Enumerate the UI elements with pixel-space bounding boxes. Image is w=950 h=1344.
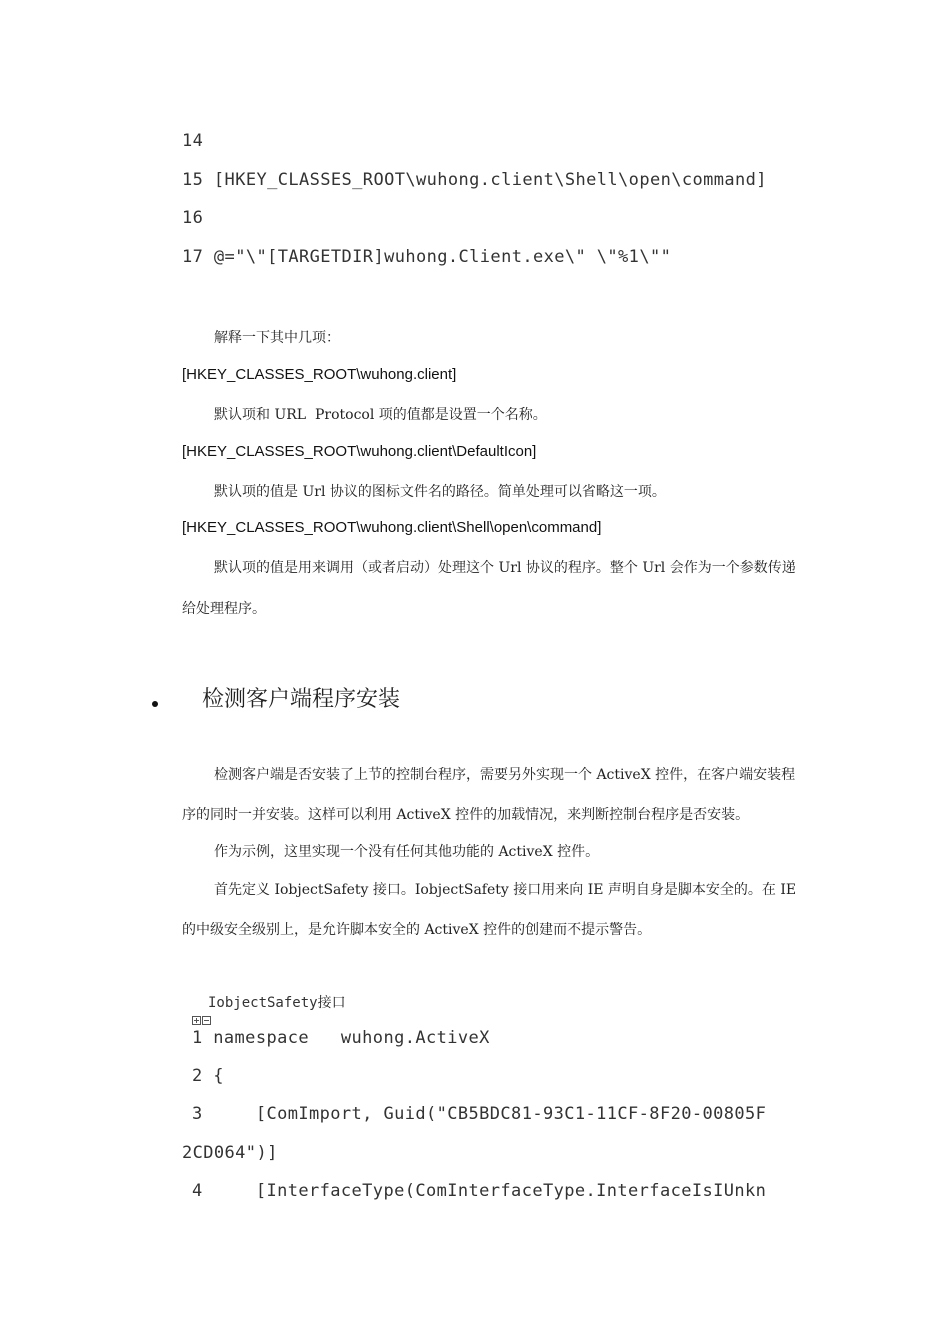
line-number: 17 — [182, 247, 204, 267]
code-text: namespace wuhong.ActiveX — [213, 1028, 490, 1048]
paragraph-line: 序的同时一并安装。这样可以利用 ActiveX 控件的加载情况，来判断控制台程序是否安装。 — [182, 807, 750, 823]
line-number: 4 — [192, 1181, 203, 1201]
paragraph-line: 检测客户端是否安装了上节的控制台程序，需要另外实现一个 ActiveX 控件，在客户端安装程 — [214, 767, 796, 783]
paragraph-line: 作为示例，这里实现一个没有任何其他功能的 ActiveX 控件。 — [214, 844, 600, 860]
registry-desc: 默认项的值是 Url 协议的图标文件名的路径。简单处理可以省略这一项。 — [214, 484, 666, 500]
code-line-3 — [192, 1104, 766, 1124]
line-number: 15 — [182, 170, 204, 190]
code-line-2 — [192, 1066, 224, 1086]
code-text: 2CD064")] — [182, 1143, 278, 1163]
paragraph-line: 的中级安全级别上，是允许脚本安全的 ActiveX 控件的创建而不提示警告。 — [182, 922, 652, 938]
code-block-title — [208, 992, 346, 1012]
line-number: 2 — [192, 1066, 203, 1086]
line-number: 3 — [192, 1104, 203, 1124]
code-text: [InterfaceType(ComInterfaceType.InterfaceIsIUnkn — [213, 1181, 767, 1201]
code-line-3-wrap — [182, 1143, 278, 1163]
section-heading: 检测客户端程序安装 — [202, 687, 401, 712]
paragraph-line: 首先定义 IobjectSafety 接口。IobjectSafety 接口用来向 IE 声明自身是脚本安全的。在 IE — [214, 882, 797, 898]
registry-key: [HKEY_CLASSES_ROOT\wuhong.client\Shell\open\command] — [182, 519, 602, 536]
explain-intro: 解释一下其中几项： — [214, 330, 340, 346]
code-text: [HKEY_CLASSES_ROOT\wuhong.client\Shell\open\command] — [213, 170, 767, 190]
registry-desc: 默认项和 URL Protocol 项的值都是设置一个名称。 — [214, 407, 547, 423]
code-line-17 — [182, 247, 671, 267]
registry-desc: 默认项的值是用来调用（或者启动）处理这个 Url 协议的程序。整个 Url 会作为一个参数传递 — [214, 560, 796, 576]
code-text: { — [213, 1066, 224, 1086]
collapse-icon[interactable] — [202, 1016, 211, 1025]
code-line-16 — [182, 208, 203, 228]
registry-key: [HKEY_CLASSES_ROOT\wuhong.client] — [182, 366, 457, 383]
code-title-cn: 接口 — [317, 995, 346, 1011]
registry-key: [HKEY_CLASSES_ROOT\wuhong.client\DefaultIcon] — [182, 443, 537, 460]
line-number: 14 — [182, 131, 204, 151]
registry-desc-continued: 给处理程序。 — [182, 601, 266, 617]
line-number: 1 — [192, 1028, 203, 1048]
code-line-4 — [192, 1181, 766, 1201]
code-line-1 — [192, 1028, 490, 1048]
code-line-14 — [182, 131, 203, 151]
bullet-icon — [152, 701, 158, 707]
code-text: [ComImport, Guid("CB5BDC81-93C1-11CF-8F20-00805F — [213, 1104, 767, 1124]
code-title-mono: IobjectSafety — [208, 995, 318, 1011]
line-number: 16 — [182, 208, 204, 228]
code-text: @="\"[TARGETDIR]wuhong.Client.exe\" \"%1\"" — [213, 247, 672, 267]
code-line-15 — [182, 170, 767, 190]
expand-icon[interactable] — [192, 1016, 201, 1025]
